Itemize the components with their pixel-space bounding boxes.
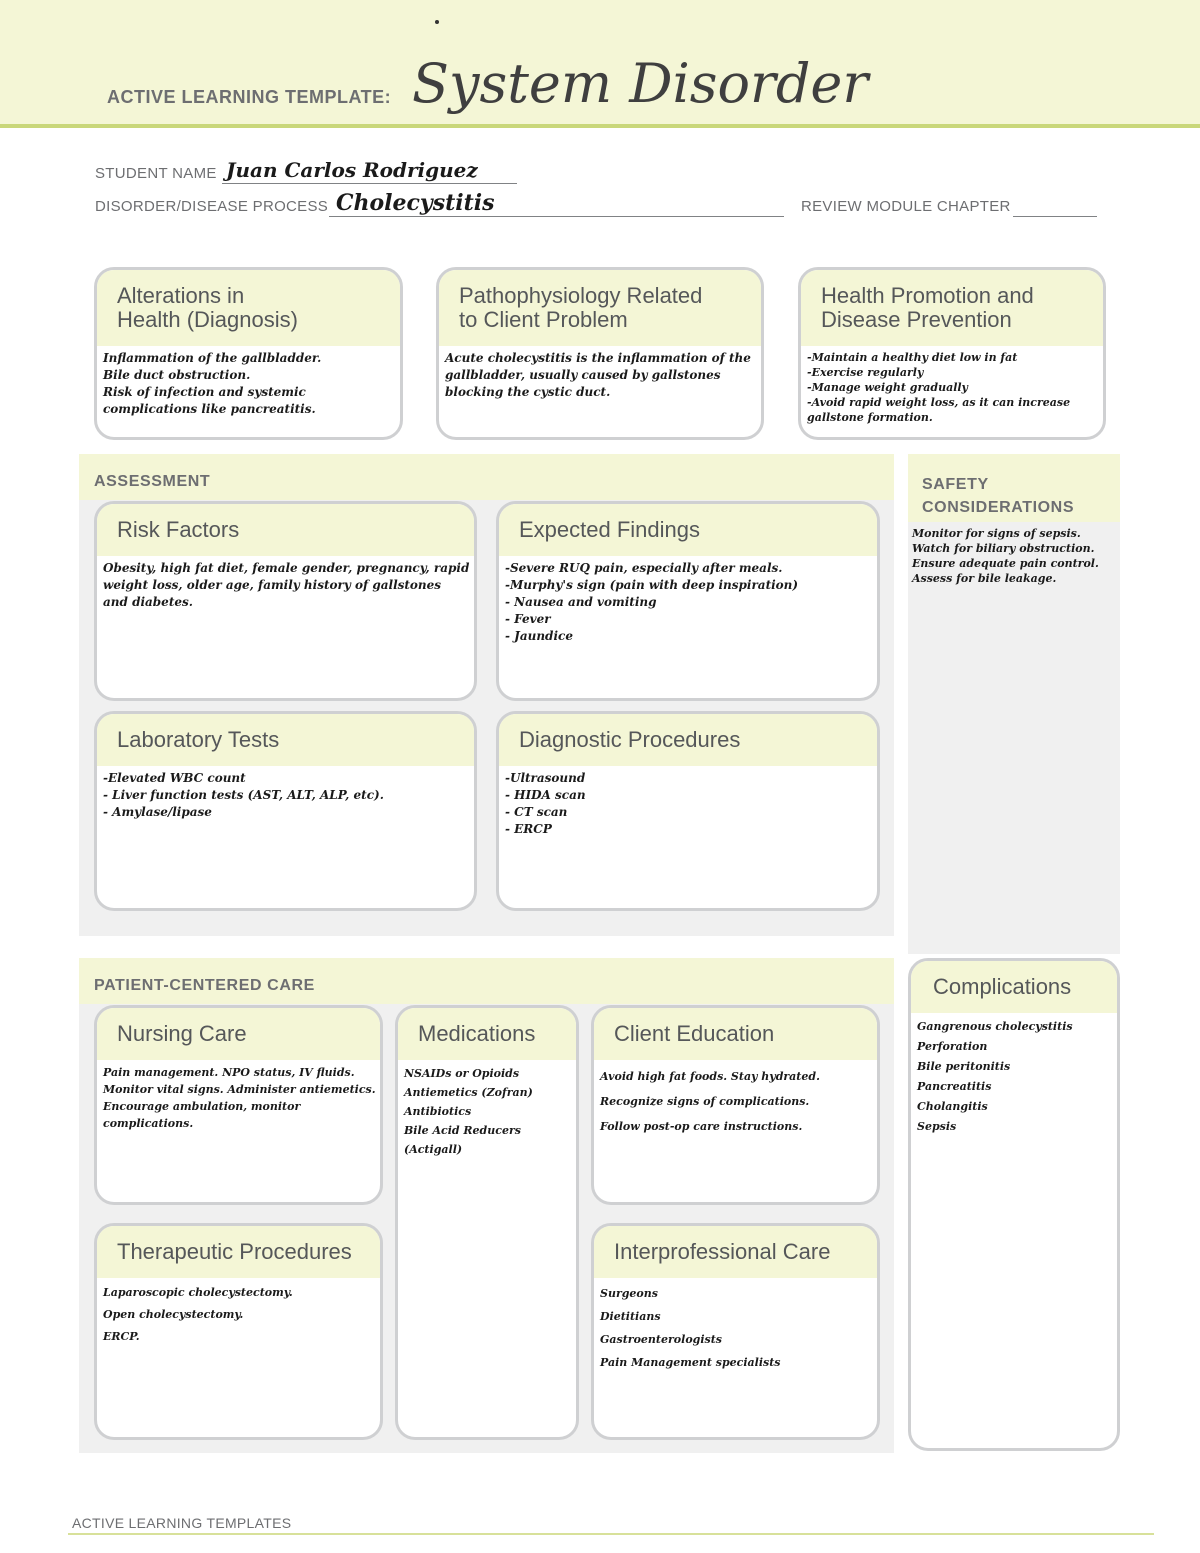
expected-findings-title: Expected Findings	[499, 504, 877, 556]
review-chapter-line	[1013, 216, 1097, 217]
nursing-care-content[interactable]: Pain management. NPO status, IV fluids. Monitor vital signs. Administer antiemetics. Encourage ambulation, monitor complications.	[103, 1066, 376, 1130]
interprofessional-care-title: Interprofessional Care	[594, 1226, 877, 1278]
health-promotion-content[interactable]: -Maintain a healthy diet low in fat -Exercise regularly -Manage weight gradually -Avoid rapid weight loss, as it can increase gallstone formation.	[807, 351, 1071, 424]
nursing-care-card	[94, 1005, 383, 1205]
expected-findings-content[interactable]: -Severe RUQ pain, especially after meals. -Murphy's sign (pain with deep inspiration) - Nausea and vomiting - Fever - Jaundice	[505, 561, 799, 643]
nursing-care-title: Nursing Care	[97, 1008, 380, 1060]
disorder-process-line	[329, 216, 784, 217]
therapeutic-procedures-card	[94, 1223, 383, 1440]
risk-factors-content[interactable]: Obesity, high fat diet, female gender, pregnancy, rapid weight loss, older age, family history of gallstones and diabetes.	[103, 561, 470, 609]
safety-title: SAFETY CONSIDERATIONS	[922, 476, 1075, 516]
assessment-title: ASSESSMENT	[94, 473, 211, 490]
diagnostic-procedures-content[interactable]: -Ultrasound - HIDA scan - CT scan - ERCP	[505, 771, 586, 836]
client-education-card	[591, 1005, 880, 1205]
client-education-content[interactable]: Avoid high fat foods. Stay hydrated. Recognize signs of complications. Follow post-op care instructions.	[600, 1070, 820, 1133]
student-name-label: STUDENT NAME	[95, 165, 217, 182]
diagnostic-procedures-title: Diagnostic Procedures	[499, 714, 877, 766]
laboratory-tests-title: Laboratory Tests	[97, 714, 474, 766]
medications-content[interactable]: NSAIDs or Opioids Antiemetics (Zofran) Antibiotics Bile Acid Reducers (Actigall)	[404, 1067, 533, 1156]
pathophysiology-title: Pathophysiology Related to Client Problem	[439, 270, 761, 346]
complications-content[interactable]: Gangrenous cholecystitis Perforation Bile peritonitis Pancreatitis Cholangitis Sepsis	[917, 1020, 1073, 1133]
template-title: System Disorder	[412, 52, 869, 115]
laboratory-tests-content[interactable]: -Elevated WBC count - Liver function tests (AST, ALT, ALP, etc). - Amylase/lipase	[103, 771, 384, 819]
student-name-value[interactable]: Juan Carlos Rodriguez	[226, 158, 478, 182]
diagnostic-procedures-card	[496, 711, 880, 911]
template-label: ACTIVE LEARNING TEMPLATE:	[107, 87, 392, 107]
disorder-process-label: DISORDER/DISEASE PROCESS	[95, 198, 329, 215]
alterations-title: Alterations in Health (Diagnosis)	[97, 270, 400, 346]
medications-title: Medications	[398, 1008, 576, 1060]
patient-care-title: PATIENT-CENTERED CARE	[94, 977, 315, 994]
safety-content[interactable]: Monitor for signs of sepsis. Watch for biliary obstruction. Ensure adequate pain control. Assess for bile leakage.	[912, 527, 1099, 585]
therapeutic-procedures-title: Therapeutic Procedures	[97, 1226, 380, 1278]
student-name-line	[222, 183, 517, 184]
health-promotion-title: Health Promotion and Disease Prevention	[801, 270, 1103, 346]
therapeutic-procedures-content[interactable]: Laparoscopic cholecystectomy. Open cholecystectomy. ERCP.	[103, 1286, 293, 1343]
footer-label: ACTIVE LEARNING TEMPLATES	[72, 1515, 292, 1531]
risk-factors-title: Risk Factors	[97, 504, 474, 556]
complications-title: Complications	[911, 961, 1117, 1013]
alterations-card	[94, 267, 403, 440]
pathophysiology-card	[436, 267, 764, 440]
expected-findings-card	[496, 501, 880, 701]
review-chapter-label: REVIEW MODULE CHAPTER	[801, 198, 1011, 215]
interprofessional-care-content[interactable]: Surgeons Dietitians Gastroenterologists Pain Management specialists	[600, 1287, 781, 1369]
health-promotion-card	[798, 267, 1106, 440]
alterations-content[interactable]: Inflammation of the gallbladder. Bile duct obstruction. Risk of infection and systemic complications like pancreatitis.	[103, 351, 322, 416]
pathophysiology-content[interactable]: Acute cholecystitis is the inflammation of the gallbladder, usually caused by gallstones blocking the cystic duct.	[445, 351, 751, 399]
complications-card	[908, 958, 1120, 1451]
stray-mark	[435, 20, 439, 24]
laboratory-tests-card	[94, 711, 477, 911]
medications-card	[395, 1005, 579, 1440]
risk-factors-card	[94, 501, 477, 701]
client-education-title: Client Education	[594, 1008, 877, 1060]
footer-rule	[68, 1533, 1154, 1535]
interprofessional-care-card	[591, 1223, 880, 1440]
disorder-process-value[interactable]: Cholecystitis	[336, 190, 495, 216]
